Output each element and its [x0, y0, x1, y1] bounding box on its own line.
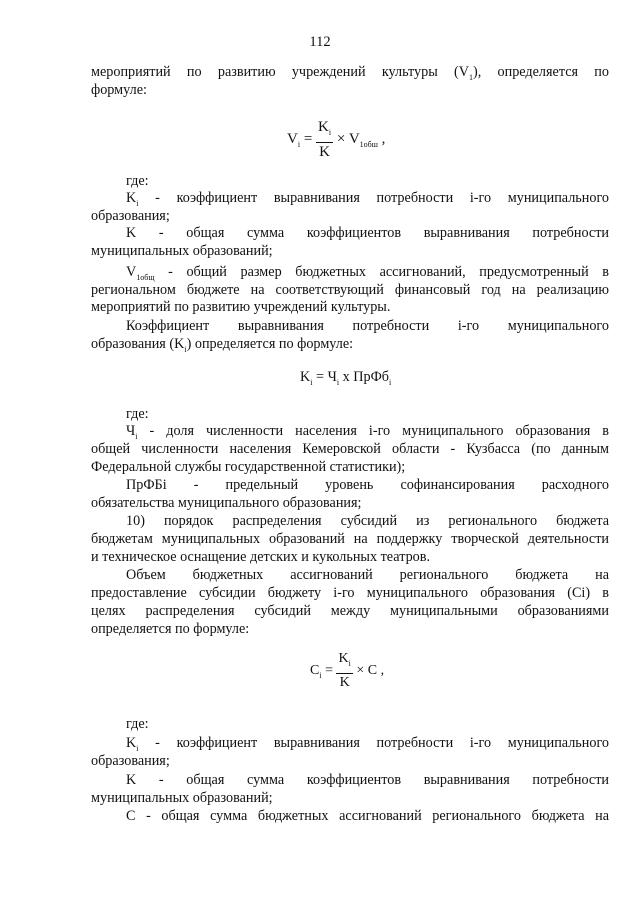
paragraph-line: Объем бюджетных ассигнований регионального бюджета на [126, 567, 609, 583]
definition-line: $K_i$ - коэффициент выравнивания потребности i-го муниципального [126, 735, 609, 753]
definition-line: K - общая сумма коэффициентов выравнивания потребности [126, 772, 609, 788]
definition-line: образования; [91, 208, 170, 224]
definition-line: $V_{1общ}$ - общий размер бюджетных ассигнований, предусмотренный в [126, 264, 609, 282]
paragraph-line: и техническое оснащение детских и кукольных театров. [91, 549, 431, 565]
where-label: где: [126, 716, 149, 732]
definition-line: общей численности населения Кемеровской области - Кузбасса (по данным [91, 441, 609, 457]
definition-line: Федеральной службы государственной статистики); [91, 459, 406, 475]
paragraph-line: определяется по формуле: [91, 621, 250, 637]
paragraph-line: мероприятий по развитию учреждений культуры $(V_1)$, определяется по [91, 64, 609, 82]
paragraph-line: формуле: [91, 82, 147, 98]
definition-line: K - общая сумма коэффициентов выравнивания потребности [126, 225, 609, 241]
definition-line: ПрФБi - предельный уровень софинансирования расходного [126, 477, 609, 493]
formula-ci: $C_i$ = $\frac{K_i}{K}$ × C , [310, 651, 385, 690]
paragraph-line: бюджетам муниципальных образований на поддержку творческой деятельности [91, 531, 609, 547]
definition-line: мероприятий по развитию учреждений культуры. [91, 299, 391, 315]
definition-line: обязательства муниципального образования; [91, 495, 362, 511]
definition-line: $Ч_i$ - доля численности населения i-го муниципального образования в [126, 423, 610, 441]
where-label: где: [126, 406, 149, 422]
paragraph-line: Коэффициент выравнивания потребности i-го муниципального [126, 318, 609, 334]
paragraph-line: образования $(K_i)$ определяется по формуле: [91, 336, 354, 354]
definition-line: образования; [91, 753, 170, 769]
definition-line: С - общая сумма бюджетных ассигнований регионального бюджета на [126, 808, 609, 824]
definition-line: муниципальных образований; [91, 790, 273, 806]
formula-fraction: $\frac{K_i}{K}$ [318, 119, 332, 160]
formula-ki: $K_i = Ч_i$ x ПрФб$_i$ [300, 369, 392, 387]
paragraph-line: предоставление субсидии бюджету i-го муниципального образования (Сi) в [91, 585, 609, 601]
definition-line: $K_i$ - коэффициент выравнивания потребности i-го муниципального [126, 190, 609, 208]
where-label: где: [126, 173, 149, 189]
definition-line: региональном бюджете на соответствующий финансовый год на реализацию [91, 282, 609, 298]
paragraph-line: 10) порядок распределения субсидий из регионального бюджета [126, 513, 609, 529]
formula-vi: $V_i$ = $\frac{K_i}{K}$ × $V_{1обш}$ , [287, 119, 386, 160]
formula-fraction: $\frac{K_i}{K}$ [338, 651, 351, 690]
definition-line: муниципальных образований; [91, 243, 273, 259]
page-number: 112 [309, 34, 331, 50]
paragraph-line: целях распределения субсидий между муниципальными образованиями [91, 603, 609, 619]
